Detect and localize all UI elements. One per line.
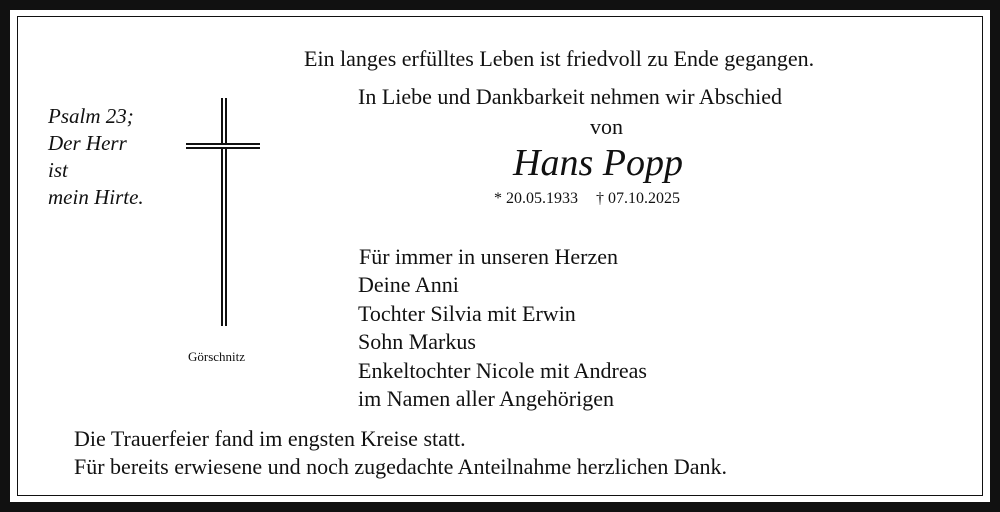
cross-vertical-bar [221,98,227,326]
mourner-entry: Deine Anni [358,272,459,297]
psalm-line: Der Herr [48,131,127,155]
intro-line-2: In Liebe und Dankbarkeit nehmen wir Abschied [358,84,782,109]
closing-line-1: Die Trauerfeier fand im engsten Kreise statt. [74,426,466,451]
cross-horizontal-bar [186,143,260,149]
life-dates [494,191,680,207]
mourners-heading: Für immer in unseren Herzen [359,244,619,269]
psalm-line: ist [48,158,68,182]
intro-von: von [590,114,623,139]
deceased-name: Hans Popp [513,142,683,184]
mourner-entry: Tochter Silvia mit Erwin [358,300,576,326]
closing-text [74,425,727,481]
death-date: † 07.10.2025 [596,190,680,207]
mourner-entry: im Namen aller Angehörigen [358,386,614,411]
psalm-line: mein Hirte. [48,185,144,209]
closing-line-2: Für bereits erwiesene und noch zugedachte Anteilnahme herzlichen Dank. [74,454,728,479]
mourner-entry: Enkeltochter Nicole mit Andreas [358,357,647,383]
intro-line-1: Ein langes erfülltes Leben ist friedvoll zu Ende gegangen. [304,46,815,71]
place-name: Görschnitz [188,349,246,364]
psalm-quote [48,103,144,211]
mourners-list [358,271,647,414]
birth-date: * 20.05.1933 [494,190,578,207]
psalm-line: Psalm 23; [48,104,134,128]
mourner-entry: Sohn Markus [358,329,476,354]
